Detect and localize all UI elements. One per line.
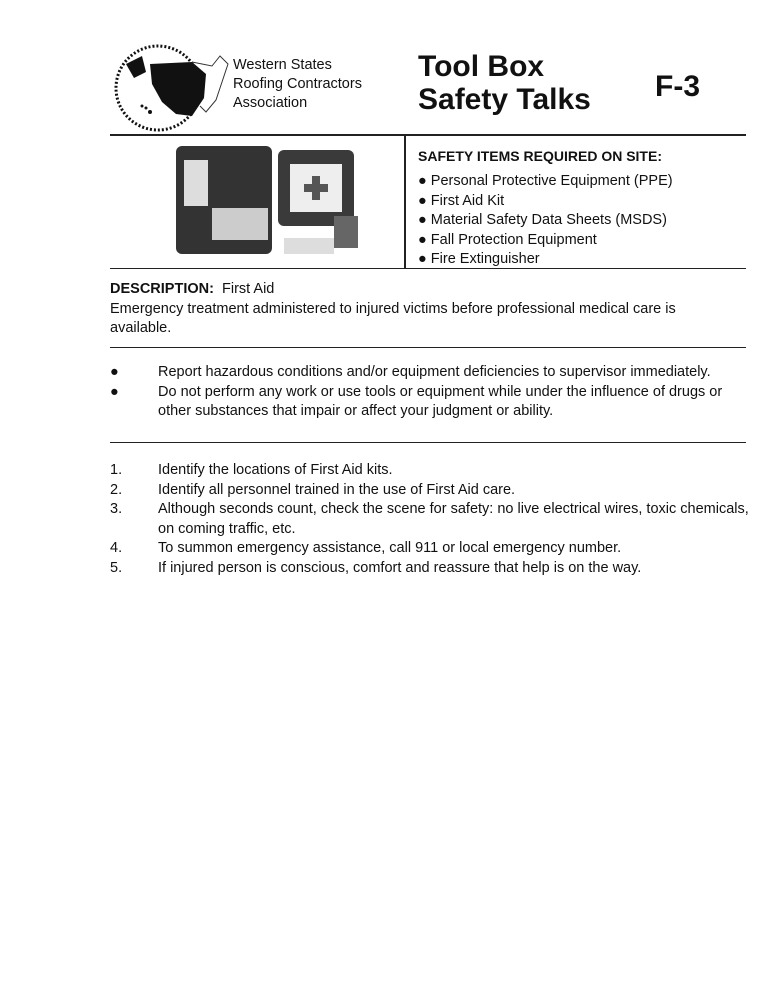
- org-line: Roofing Contractors: [233, 76, 362, 92]
- list-item: [110, 383, 750, 422]
- step-number: 3.: [110, 501, 123, 517]
- divider: [110, 134, 746, 136]
- list-item: [418, 250, 673, 270]
- rules-list: [110, 363, 750, 422]
- step-number: 1.: [110, 462, 123, 478]
- bullet-icon: ●: [418, 192, 427, 209]
- description-topic: First Aid: [221, 281, 275, 297]
- list-item: [418, 231, 673, 251]
- wsrca-logo: [112, 42, 232, 132]
- step-number: 4.: [110, 540, 123, 556]
- list-item: [110, 539, 750, 559]
- step-number: 2.: [110, 481, 123, 498]
- step-number: 5.: [110, 559, 123, 576]
- title-line: Safety Talks: [418, 83, 591, 116]
- item-label: Personal Protective Equipment (PPE): [430, 173, 673, 189]
- document-title: [418, 50, 591, 116]
- item-text: Report hazardous conditions and/or equipment deficiencies to supervisor immediately.: [158, 364, 711, 380]
- steps-list: [110, 461, 750, 578]
- step-text: Identify the locations of First Aid kits.: [158, 462, 393, 478]
- title-line: Tool Box: [418, 50, 545, 83]
- item-text: Do not perform any work or use tools or equipment while under the influence of drugs or other substances that impair or affect your judgment or ability.: [158, 383, 723, 419]
- divider: [110, 442, 746, 443]
- item-label: Material Safety Data Sheets (MSDS): [430, 212, 667, 228]
- safety-items-heading: SAFETY ITEMS REQUIRED ON SITE:: [418, 148, 662, 164]
- list-item: [418, 211, 673, 231]
- divider: [110, 347, 746, 348]
- list-item: [110, 363, 750, 383]
- list-item: [110, 559, 750, 579]
- list-item: [110, 461, 750, 481]
- divider: [404, 134, 406, 268]
- list-item: [418, 192, 673, 212]
- description-label: DESCRIPTION:: [110, 281, 214, 297]
- list-item: [110, 500, 750, 539]
- bullet-icon: ●: [110, 364, 119, 380]
- org-line: Association: [233, 95, 308, 111]
- step-text: Identify all personnel trained in the use of First Aid care.: [158, 481, 516, 498]
- item-label: Fire Extinguisher: [430, 251, 540, 267]
- step-text: If injured person is conscious, comfort and reassure that help is on the way.: [158, 559, 642, 576]
- bullet-icon: ●: [418, 251, 427, 267]
- organization-name: [233, 56, 362, 113]
- step-text: To summon emergency assistance, call 911 or local emergency number.: [158, 540, 622, 556]
- item-label: First Aid Kit: [430, 192, 505, 209]
- bullet-icon: ●: [418, 173, 427, 189]
- description: [110, 280, 740, 339]
- org-line: Western States: [233, 57, 332, 73]
- bullet-icon: ●: [110, 383, 119, 400]
- bullet-icon: ●: [418, 231, 427, 248]
- list-item: [418, 172, 673, 192]
- item-label: Fall Protection Equipment: [430, 231, 597, 248]
- description-text: Emergency treatment administered to injured victims before professional medical care is available.: [110, 300, 676, 336]
- bullet-icon: ●: [418, 212, 427, 228]
- first-aid-kit-image: [172, 138, 362, 263]
- safety-items-list: [418, 172, 673, 270]
- step-text: Although seconds count, check the scene for safety: no live electrical wires, toxic chemicals, on coming traffic, etc.: [158, 501, 749, 537]
- document-code: F-3: [655, 70, 700, 103]
- list-item: [110, 481, 750, 501]
